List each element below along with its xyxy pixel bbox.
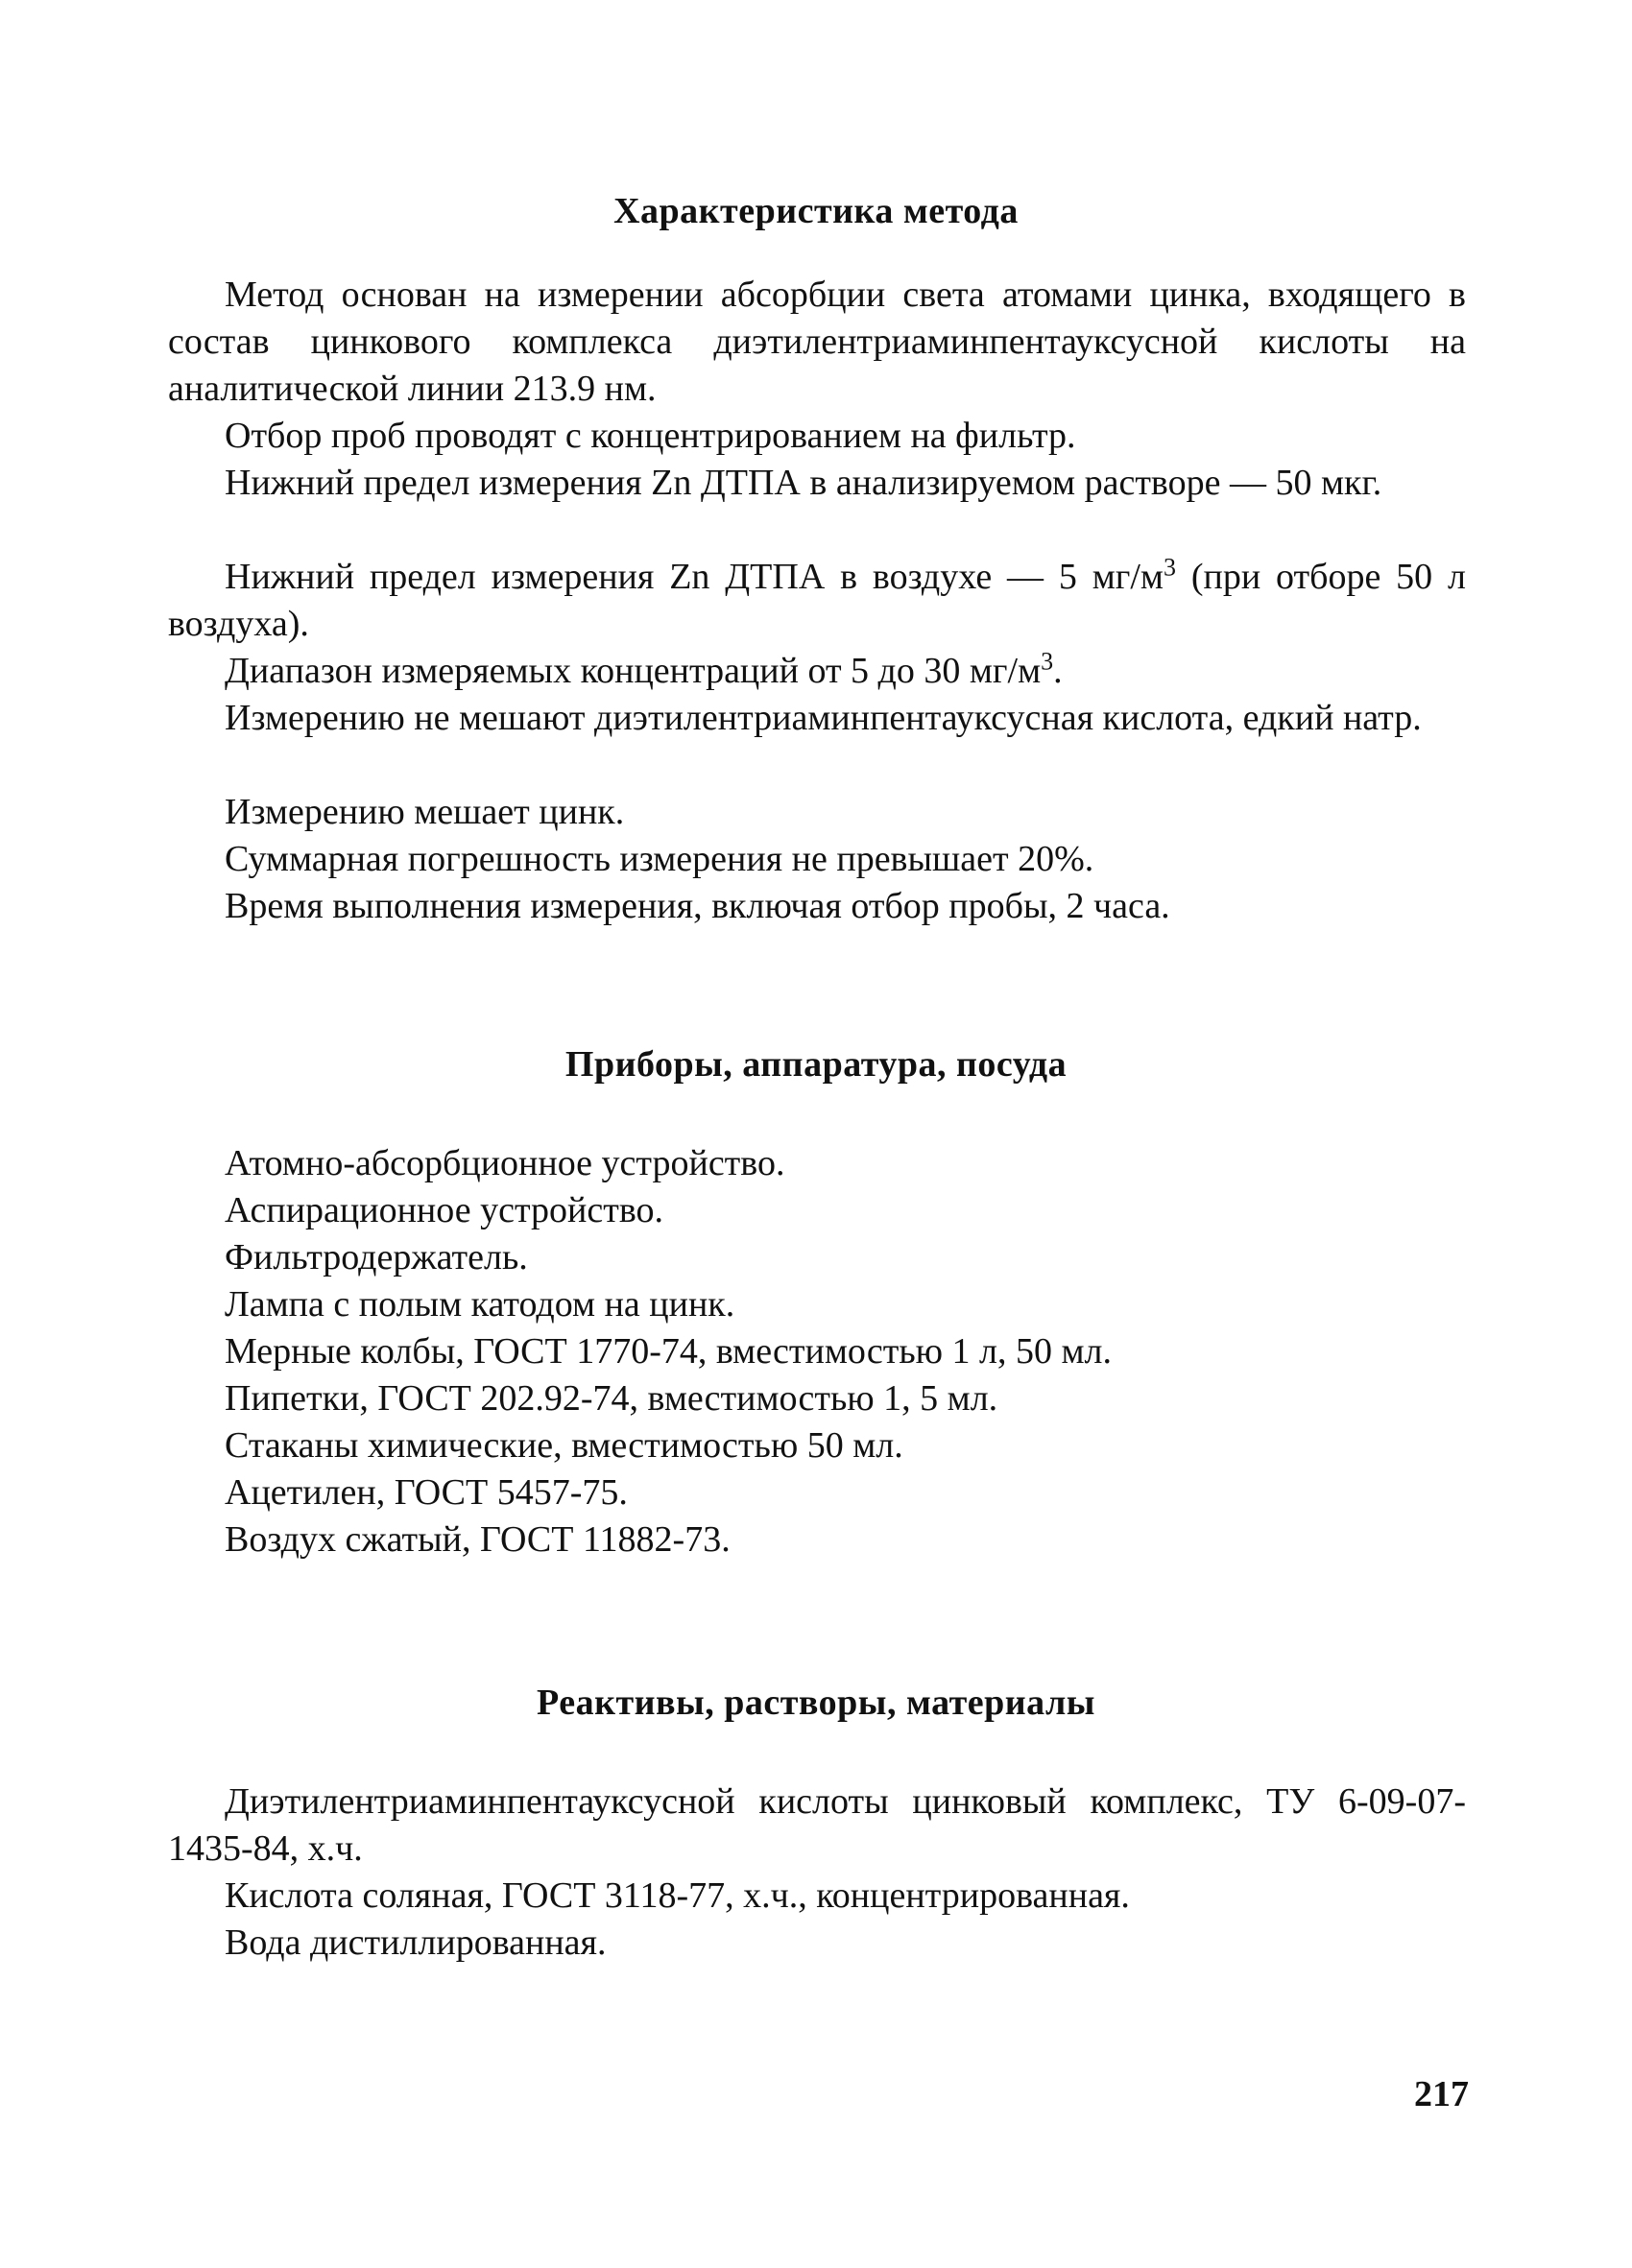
- section-heading-reagents: Реактивы, растворы, материалы: [537, 1683, 1095, 1723]
- list-item: Лампа с полым катодом на цинк.: [225, 1284, 735, 1325]
- range-tail: .: [1053, 651, 1063, 691]
- page-number: 217: [1414, 2074, 1469, 2114]
- paragraph-error: Суммарная погрешность измерения не превышает 20%.: [225, 839, 1094, 879]
- list-item: Аспирационное устройство.: [225, 1190, 664, 1230]
- paragraph-interference: Измерению мешает цинк.: [225, 792, 625, 832]
- paragraph-no-interference: Измерению не мешают диэтилентриаминпентауксусная кислота, едкий натр.: [225, 698, 1422, 738]
- paragraph-lower-limit-solution: Нижний предел измерения Zn ДТПА в анализируемом растворе — 50 мкг.: [225, 463, 1382, 503]
- range-text: Диапазон измеряемых концентраций от 5 до 30 мг/м: [225, 651, 1042, 691]
- list-item: Мерные колбы, ГОСТ 1770-74, вместимостью 1 л, 50 мл.: [225, 1331, 1113, 1372]
- paragraph-duration: Время выполнения измерения, включая отбор пробы, 2 часа.: [225, 886, 1170, 926]
- list-item: Воздух сжатый, ГОСТ 11882-73.: [225, 1519, 731, 1560]
- section-heading-method: Характеристика метода: [613, 191, 1019, 231]
- list-item: Стаканы химические, вместимостью 50 мл.: [225, 1425, 903, 1466]
- lower-limit-air-tail: (при отборе 50 л воздуха).: [168, 557, 1466, 644]
- paragraph-range: [168, 648, 1466, 695]
- list-item: Атомно-абсорбционное устройство.: [225, 1143, 785, 1183]
- paragraph-sampling: Отбор проб проводят с концентрированием на фильтр.: [225, 416, 1076, 456]
- superscript-cubic: 3: [1041, 647, 1054, 676]
- list-item: Пипетки, ГОСТ 202.92-74, вместимостью 1, 5 мл.: [225, 1378, 998, 1419]
- list-item: Фильтродержатель.: [225, 1237, 528, 1277]
- lower-limit-air-text: Нижний предел измерения Zn ДТПА в воздухе — 5 мг/м: [225, 557, 1164, 597]
- section-heading-equipment: Приборы, аппаратура, посуда: [564, 1044, 1068, 1085]
- list-item: Ацетилен, ГОСТ 5457-75.: [225, 1472, 628, 1513]
- paragraph-method-basis: Метод основан на измерении абсорбции света атомами цинка, входящего в состав цинкового комплекса диэтилентриаминпентауксусной кислоты на аналитической линии 213.9 нм.: [168, 275, 1466, 409]
- paragraph-reagent-complex: Диэтилентриаминпентауксусной кислоты цинковый комплекс, ТУ 6-09-07-1435-84, х.ч.: [168, 1781, 1466, 1869]
- paragraph-lower-limit-air: [168, 554, 1466, 648]
- paragraph-reagent-acid: Кислота соляная, ГОСТ 3118-77, х.ч., концентрированная.: [225, 1875, 1130, 1916]
- superscript-cubic: 3: [1163, 553, 1176, 582]
- paragraph-reagent-water: Вода дистиллированная.: [225, 1922, 607, 1963]
